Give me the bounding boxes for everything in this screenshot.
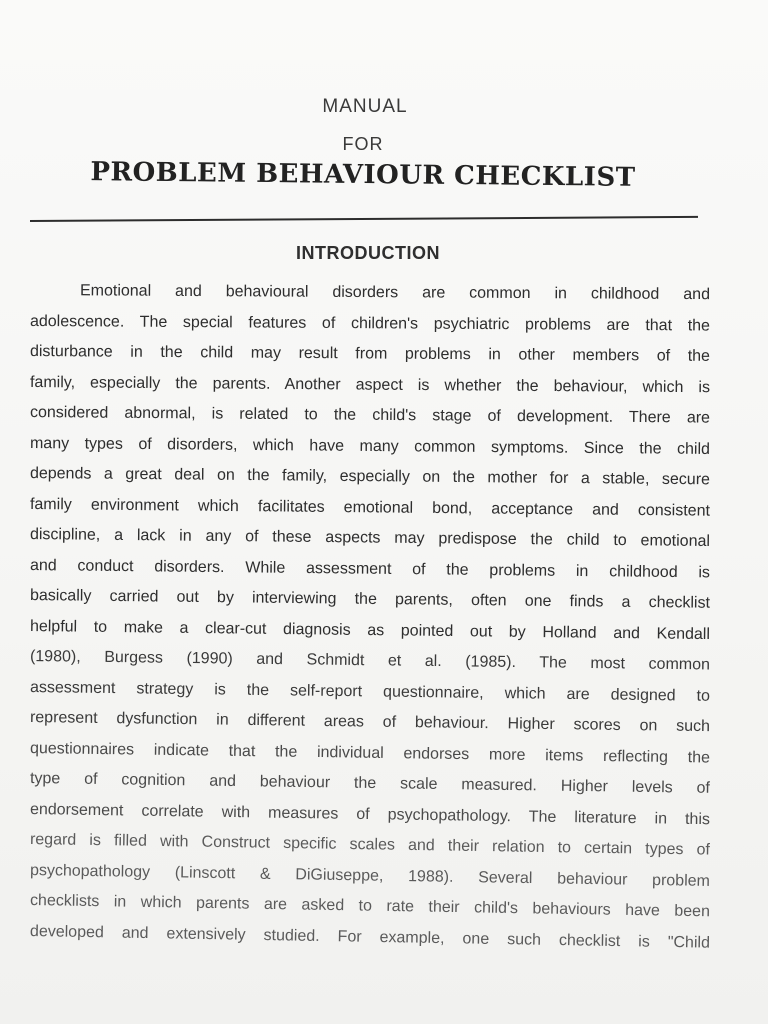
- body-line: considered abnormal, is related to the child's stage of development. There are: [29, 404, 711, 427]
- body-line: adolescence. The special features of children's psychiatric problems are that the: [29, 312, 711, 335]
- body-line: type of cognition and behaviour the scale measured. Higher levels of: [29, 770, 711, 797]
- body-line: represent dysfunction in different areas of behaviour. Higher scores on such: [29, 709, 711, 736]
- body-line: psychopathology (Linscott & DiGiuseppe, 1988). Several behaviour problem: [29, 861, 711, 890]
- body-line: depends a great deal on the family, especially on the mother for a stable, secure: [29, 465, 711, 489]
- body-line: basically carried out by interviewing the parents, often one finds a checklist: [29, 587, 711, 612]
- body-line: regard is filled with Construct specific scales and their relation to certain types of: [29, 831, 711, 859]
- document-title: PROBLEM BEHAVIOUR CHECKLIST: [90, 157, 636, 193]
- introduction-body: [29, 276, 711, 952]
- manual-heading: MANUAL: [322, 96, 408, 117]
- body-line: questionnaires indicate that the individual endorses more items reflecting the: [29, 739, 711, 766]
- for-heading: FOR: [342, 134, 384, 154]
- body-line: (1980), Burgess (1990) and Schmidt et al. (1985). The most common: [29, 648, 711, 674]
- body-line: assessment strategy is the self-report questionnaire, which are designed to: [29, 678, 711, 705]
- body-line: endorsement correlate with measures of psychopathology. The literature in this: [29, 800, 711, 828]
- body-line: discipline, a lack in any of these aspects may predispose the child to emotional: [29, 526, 711, 551]
- body-line: disturbance in the child may result from problems in other members of the: [29, 343, 711, 365]
- body-line: checklists in which parents are asked to rate their child's behaviours have been: [29, 892, 711, 921]
- body-line: and conduct disorders. While assessment of the problems in childhood is: [29, 556, 711, 581]
- body-line: family environment which facilitates emotional bond, acceptance and consistent: [29, 495, 711, 520]
- body-line: developed and extensively studied. For example, one such checklist is "Child: [29, 922, 711, 952]
- title-divider: [30, 216, 698, 222]
- body-line: many types of disorders, which have many common symptoms. Since the child: [29, 434, 711, 458]
- section-title: INTRODUCTION: [296, 243, 440, 263]
- body-line: Emotional and behavioural disorders are common in childhood and: [79, 282, 711, 304]
- body-line: family, especially the parents. Another aspect is whether the behaviour, which is: [29, 373, 711, 396]
- body-line: helpful to make a clear-cut diagnosis as pointed out by Holland and Kendall: [29, 617, 711, 643]
